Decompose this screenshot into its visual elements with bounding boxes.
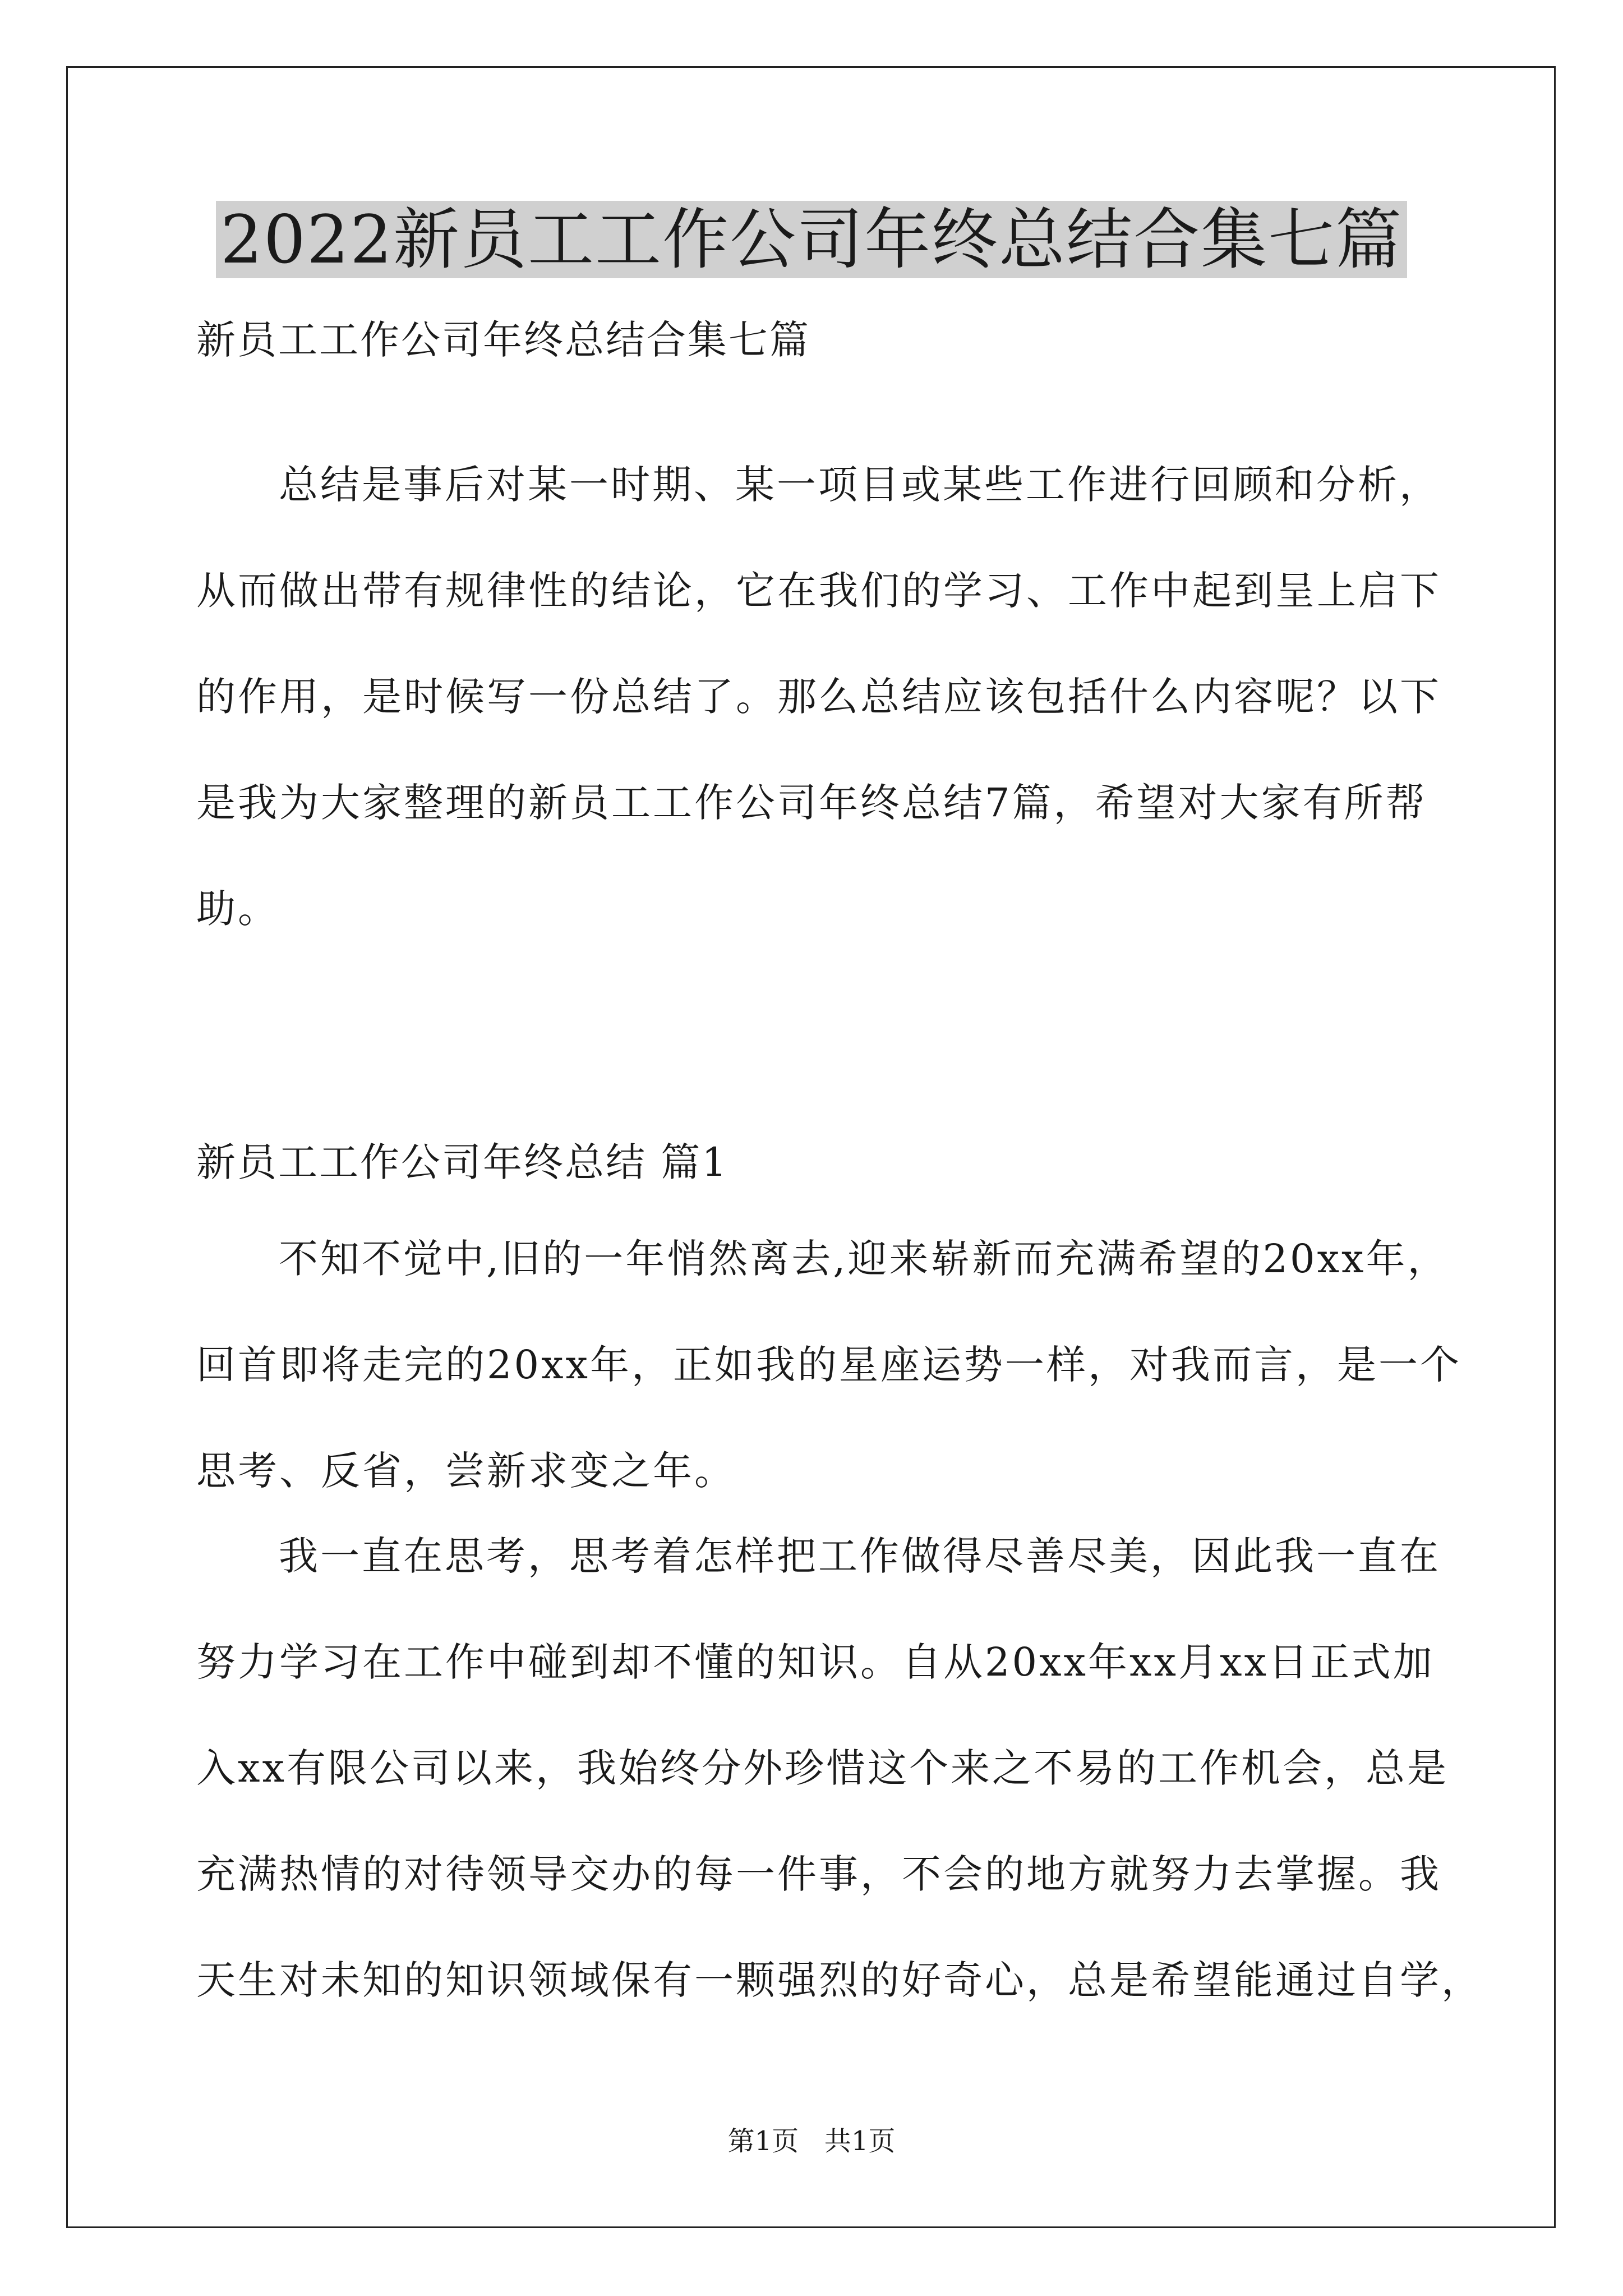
paragraph-line: 充满热情的对待领导交办的每一件事，不会的地方就努力去掌握。我	[196, 1851, 1441, 1897]
document-title	[0, 197, 1623, 282]
intro-line: 助。	[196, 886, 279, 932]
intro-line: 是我为大家整理的新员工工作公司年终总结7篇，希望对大家有所帮	[196, 780, 1427, 826]
intro-line: 的作用，是时候写一份总结了。那么总结应该包括什么内容呢？以下	[196, 674, 1441, 720]
document-title-text: 2022新员工工作公司年终总结合集七篇	[216, 201, 1407, 278]
paragraph-line: 不知不觉中,旧的一年悄然离去,迎来崭新而充满希望的20xx年，	[279, 1236, 1449, 1282]
body-paragraph-2	[196, 1503, 1483, 2033]
intro-line: 从而做出带有规律性的结论，它在我们的学习、工作中起到呈上启下	[196, 568, 1441, 614]
paragraph-line: 天生对未知的知识领域保有一颗强烈的好奇心，总是希望能通过自学，	[196, 1957, 1483, 2003]
paragraph-line: 入xx有限公司以来，我始终分外珍惜这个来之不易的工作机会，总是	[196, 1745, 1449, 1791]
intro-line: 总结是事后对某一时期、某一项目或某些工作进行回顾和分析，	[279, 462, 1441, 508]
page-footer: 第1页 共1页	[727, 2125, 896, 2157]
intro-paragraph	[196, 432, 1441, 962]
paragraph-line: 思考、反省，尝新求变之年。	[196, 1448, 736, 1494]
paragraph-line: 努力学习在工作中碰到却不懂的知识。自从20xx年xx月xx日正式加	[196, 1639, 1435, 1685]
body-paragraph-1	[196, 1206, 1462, 1524]
section-heading: 新员工工作公司年终总结 篇1	[196, 1139, 728, 1185]
paragraph-line: 我一直在思考，思考着怎样把工作做得尽善尽美，因此我一直在	[279, 1533, 1441, 1579]
document-subtitle: 新员工工作公司年终总结合集七篇	[196, 317, 810, 363]
paragraph-line: 回首即将走完的20xx年，正如我的星座运势一样，对我而言，是一个	[196, 1342, 1462, 1388]
